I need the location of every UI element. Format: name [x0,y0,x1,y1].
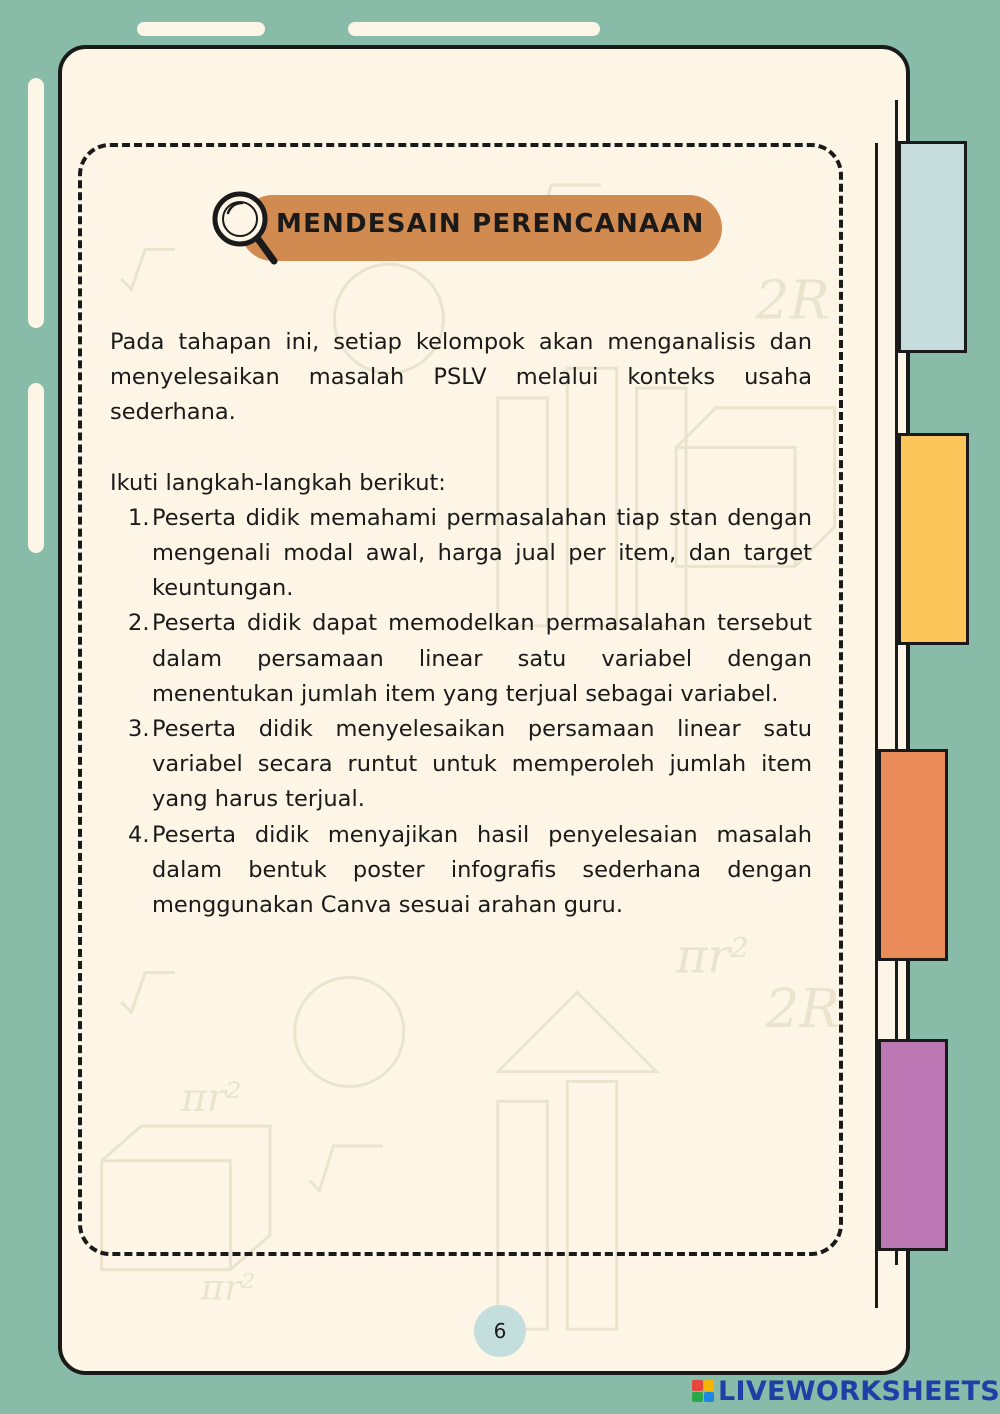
brand-name: LIVEWORKSHEETS [718,1375,1000,1407]
svg-text:πr²: πr² [200,1267,256,1309]
list-item [110,712,812,818]
tab-yellow[interactable] [898,433,969,645]
tab-blue[interactable] [898,141,967,353]
side-deco-bar-top [28,78,44,328]
page-title: MENDESAIN PERENCANAAN [276,209,705,239]
step-text: Peserta didik memahami permasalahan tiap stan dengan mengenali modal awal, harga jual per item, dan target keuntungan. [152,504,812,602]
step-number: 4. [128,821,150,848]
page-number: 6 [474,1305,526,1357]
liveworksheets-logo-icon [692,1380,714,1402]
step-text: Peserta didik menyajikan hasil penyelesaian masalah dalam bentuk poster infografis sederhana dengan menggunakan Canva sesuai arahan guru. [152,821,812,919]
svg-text:2R: 2R [755,268,830,332]
magnifier-icon [210,189,282,269]
intro-paragraph: Pada tahapan ini, setiap kelompok akan menganalisis dan menyelesaikan masalah PSLV melalui konteks usaha sederhana. [110,329,812,426]
list-item [110,818,812,924]
step-number: 3. [128,716,150,743]
content-body [110,325,812,923]
top-deco-bar-left [137,22,265,36]
step-number: 2. [128,610,150,637]
list-item [110,606,812,712]
svg-text:2R: 2R [765,976,840,1040]
liveworksheets-brand[interactable] [692,1374,1000,1408]
step-text: Peserta didik dapat memodelkan permasalahan tersebut dalam persamaan linear satu variabel dengan menentukan jumlah item yang terjual sebagai variabel. [152,610,812,707]
list-item [110,501,812,607]
side-deco-bar-bottom [28,383,44,553]
steps-list [110,501,812,923]
step-number: 1. [128,504,150,531]
tab-orange[interactable] [878,749,948,961]
tab-purple[interactable] [878,1039,948,1251]
steps-heading: Ikuti langkah-langkah berikut: [110,469,446,496]
step-text: Peserta didik menyelesaikan persamaan linear satu variabel secara runtut untuk memperoleh jumlah item yang harus terjual. [152,716,812,813]
top-deco-bar-right [348,22,600,36]
svg-text:πr²: πr² [180,1075,242,1122]
svg-text:πr²: πr² [676,929,750,985]
